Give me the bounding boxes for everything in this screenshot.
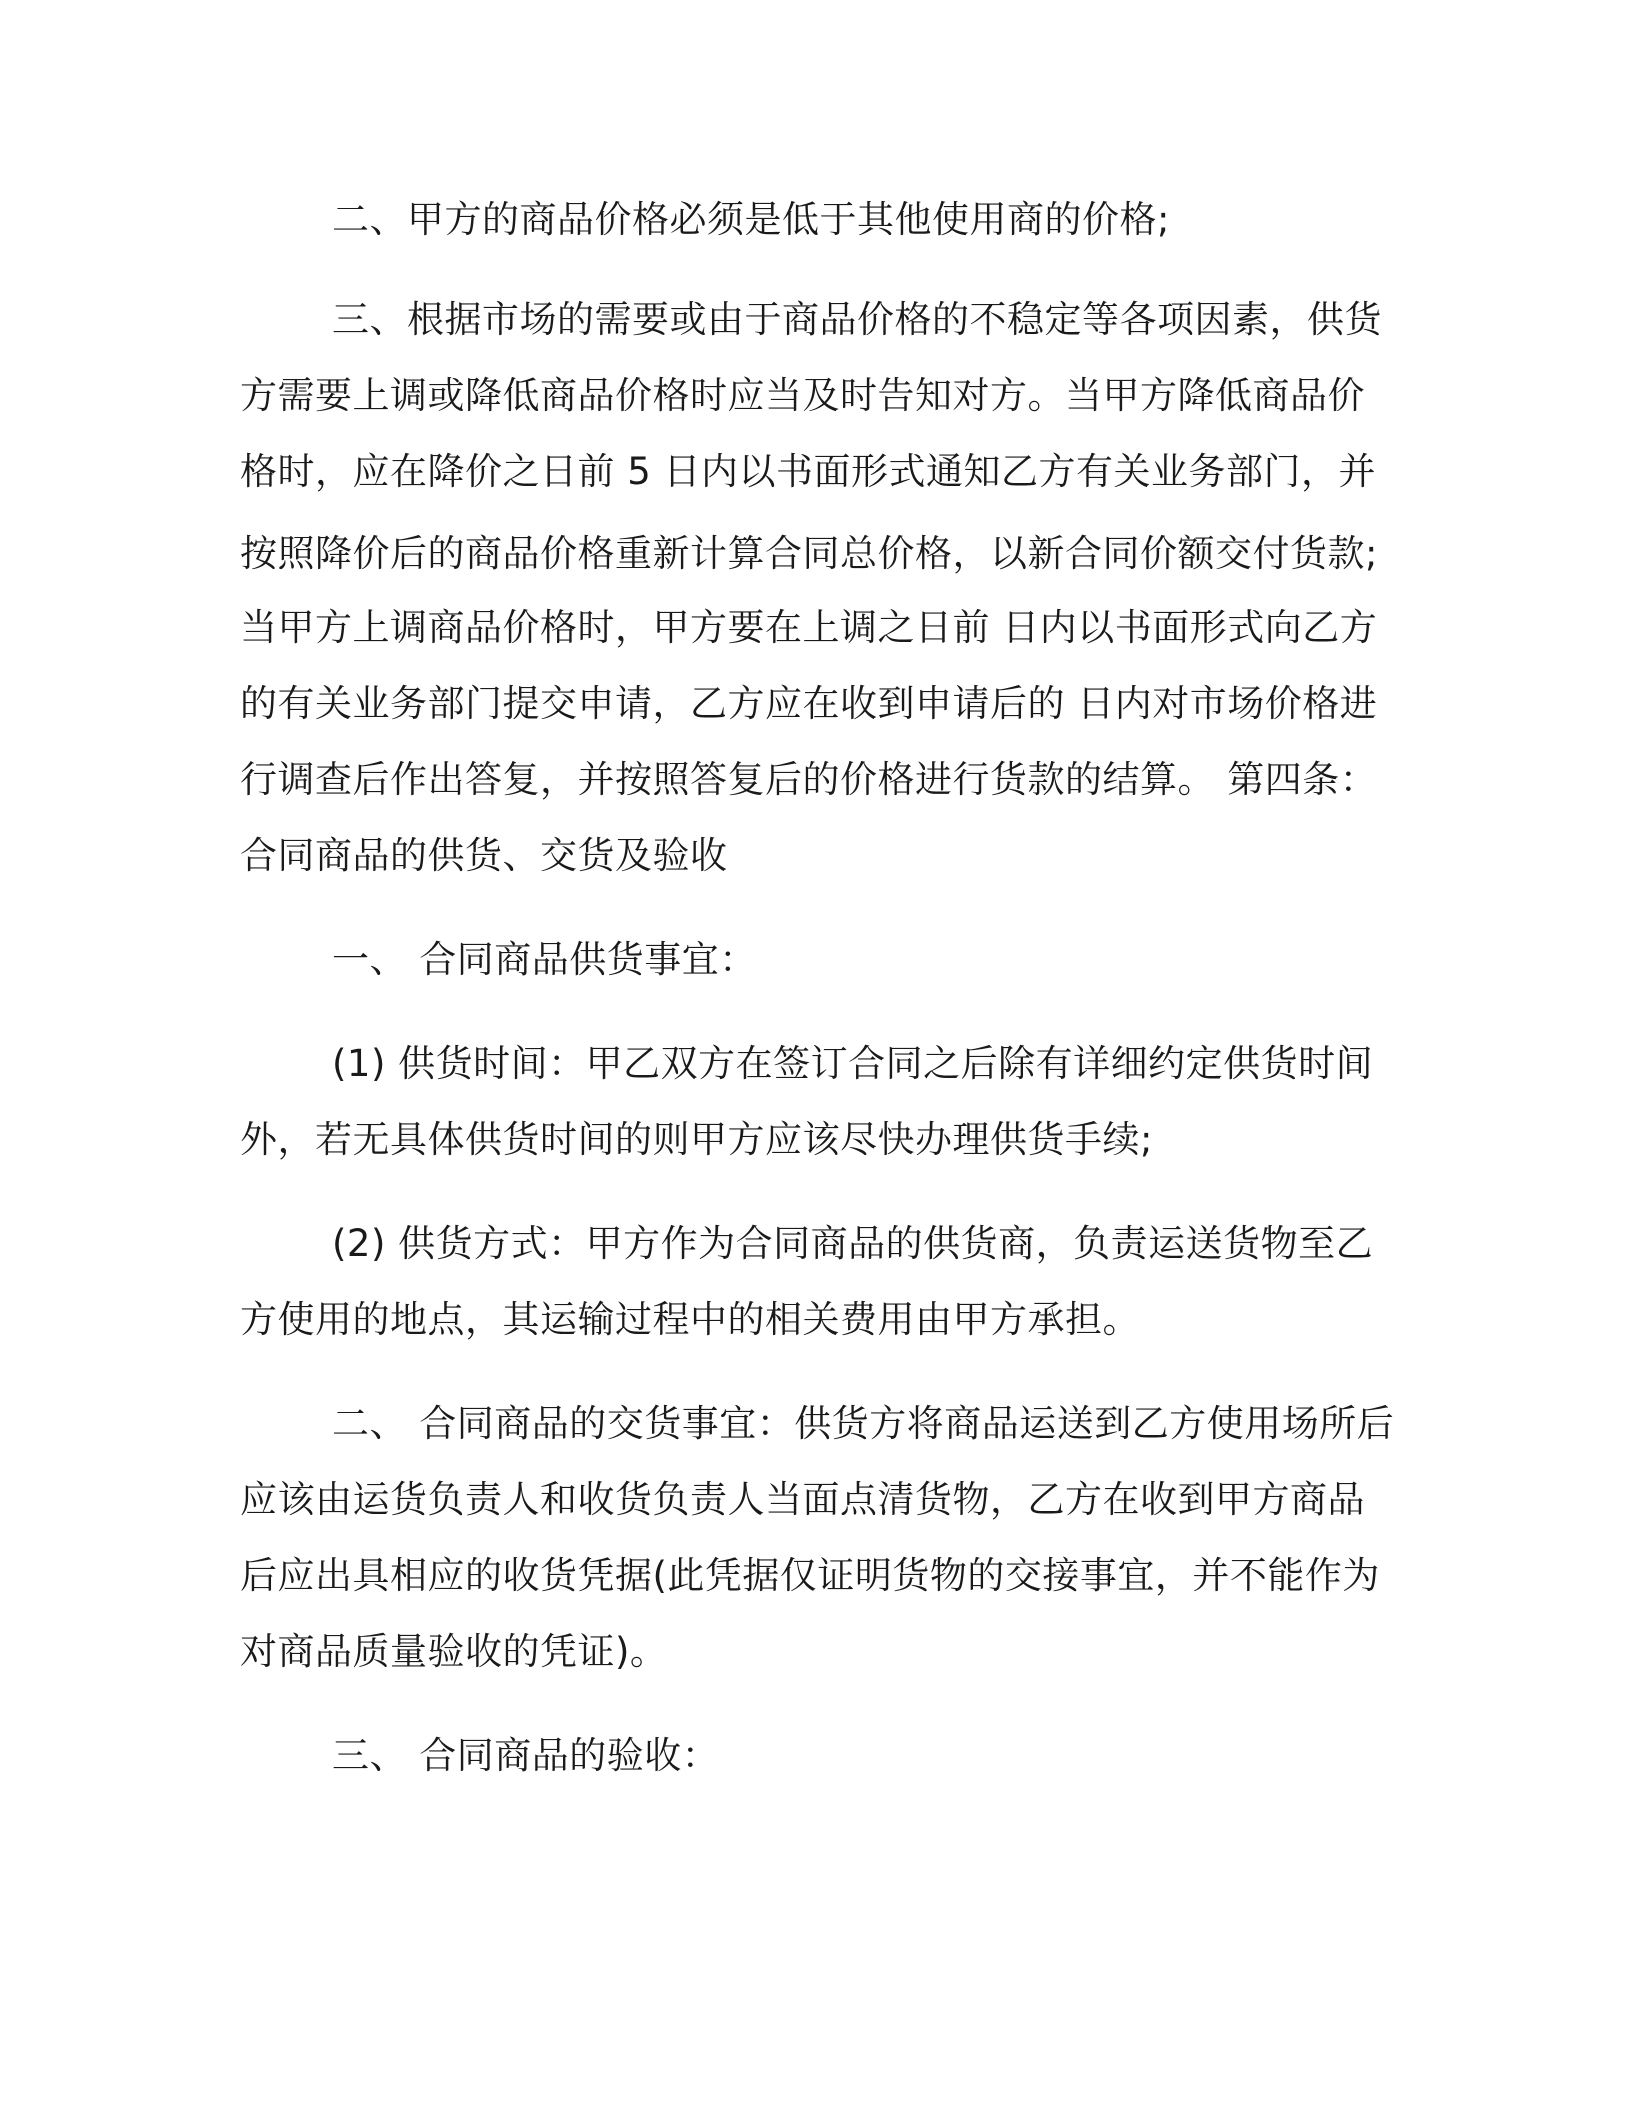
para-price-adjust-line-1: 三、根据市场的需要或由于商品价格的不稳定等各项因素，供货 [332, 298, 1382, 341]
article-four-heading: 合同商品的供货、交货及验收 [240, 834, 728, 877]
para-price-lower-line-1: 二、甲方的商品价格必须是低于其他使用商的价格; [332, 198, 1170, 241]
para-supply-method-line-2: 方使用的地点，其运输过程中的相关费用由甲方承担。 [240, 1298, 1140, 1341]
para-supply-time-line-2: 外，若无具体供货时间的则甲方应该尽快办理供货手续; [240, 1118, 1153, 1161]
section-acceptance-heading: 三、 合同商品的验收： [332, 1734, 720, 1777]
para-delivery-line-2: 应该由运货负责人和收货负责人当面点清货物，乙方在收到甲方商品 [240, 1478, 1365, 1521]
section-supply-heading: 一、 合同商品供货事宜： [332, 938, 757, 981]
para-delivery-line-1: 二、 合同商品的交货事宜：供货方将商品运送到乙方使用场所后 [332, 1402, 1395, 1445]
para-delivery-line-4: 对商品质量验收的凭证)。 [240, 1630, 668, 1673]
para-price-adjust-line-4: 按照降价后的商品价格重新计算合同总价格，以新合同价额交付货款; [240, 532, 1378, 575]
para-supply-time-line-1: (1) 供货时间：甲乙双方在签订合同之后除有详细约定供货时间 [332, 1042, 1374, 1085]
para-price-adjust-line-3: 格时，应在降价之日前 5 日内以书面形式通知乙方有关业务部门，并 [240, 450, 1377, 493]
para-supply-method-line-1: (2) 供货方式：甲方作为合同商品的供货商，负责运送货物至乙 [332, 1222, 1374, 1265]
para-price-adjust-line-2: 方需要上调或降低商品价格时应当及时告知对方。当甲方降低商品价 [240, 374, 1365, 417]
para-delivery-line-3: 后应出具相应的收货凭据(此凭据仅证明货物的交接事宜，并不能作为 [240, 1554, 1380, 1597]
para-price-adjust-line-7: 行调查后作出答复，并按照答复后的价格进行货款的结算。 第四条： [240, 758, 1378, 801]
para-price-adjust-line-6: 的有关业务部门提交申请，乙方应在收到申请后的 日内对市场价格进 [240, 682, 1378, 725]
para-price-adjust-line-5: 当甲方上调商品价格时，甲方要在上调之日前 日内以书面形式向乙方 [240, 606, 1378, 649]
